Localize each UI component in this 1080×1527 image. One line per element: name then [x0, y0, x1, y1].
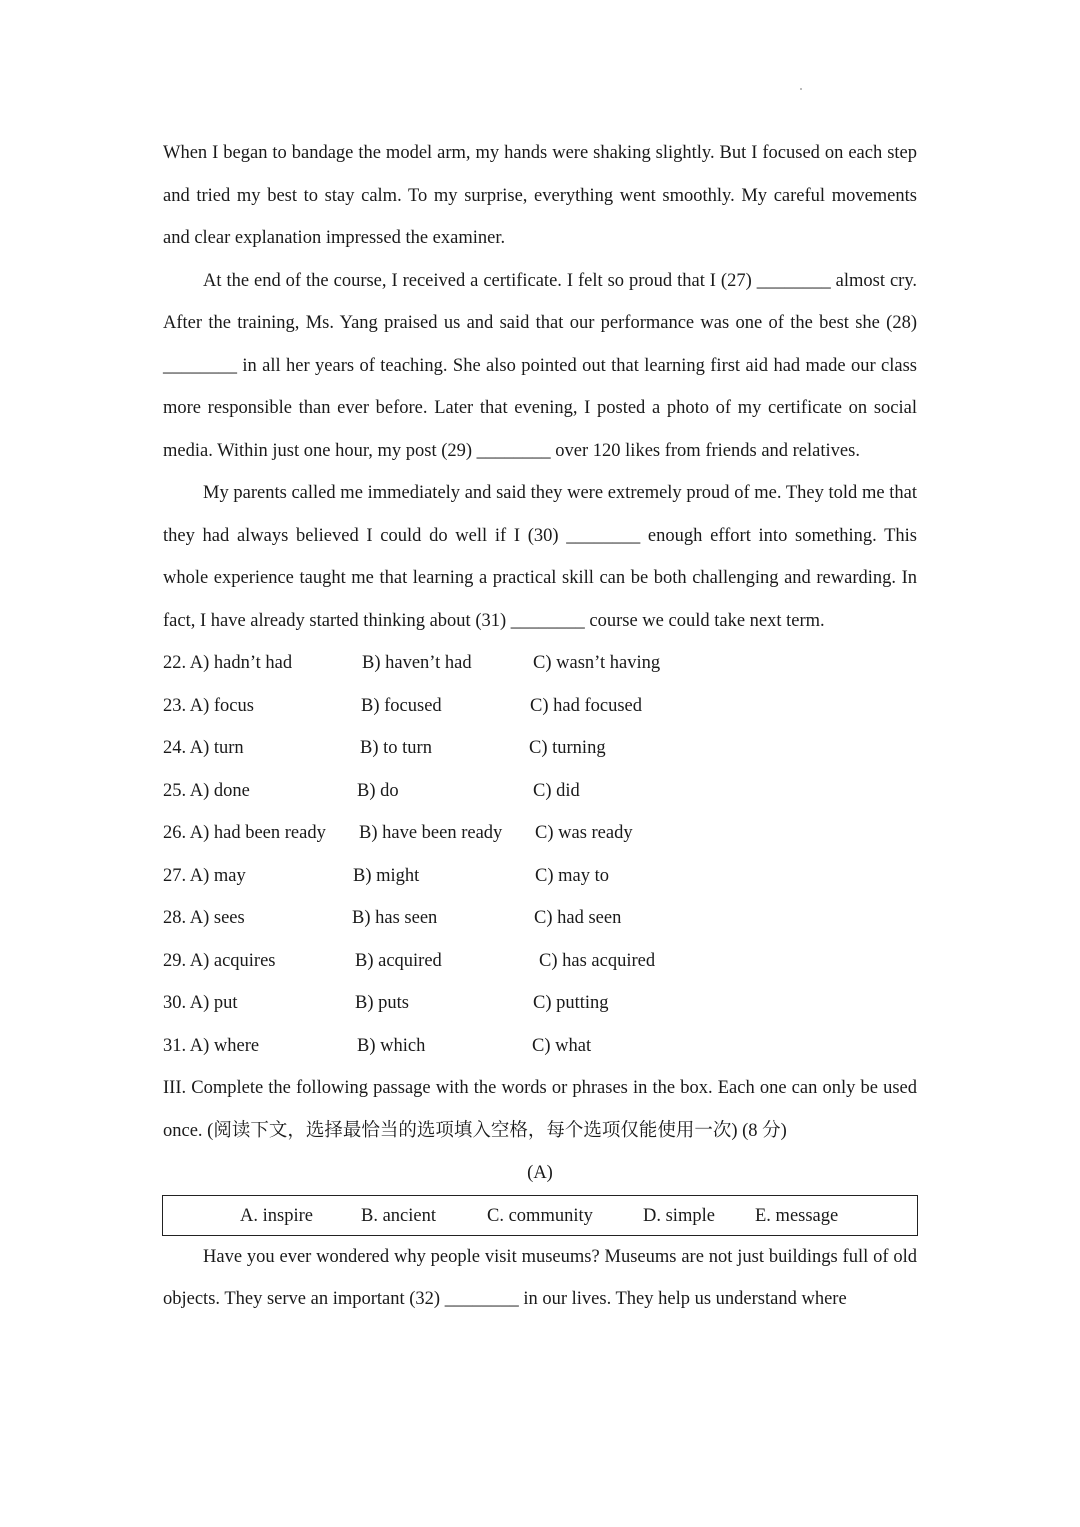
option-c: C) wasn’t having	[533, 653, 661, 673]
option-c: C) putting	[533, 993, 609, 1013]
content-area	[163, 132, 917, 1321]
option-row-23	[163, 685, 917, 728]
word-box-item: E. message	[755, 1205, 839, 1226]
option-row-22	[163, 642, 917, 685]
word-box-item: C. community	[487, 1205, 593, 1226]
option-b: B) focused	[361, 695, 442, 716]
option-b: B) have been ready	[359, 823, 503, 843]
option-b: B) puts	[355, 993, 409, 1013]
word-box	[162, 1195, 918, 1236]
option-row-28	[163, 897, 917, 940]
option-a: 30. A) put	[163, 993, 238, 1013]
option-a: 26. A) had been ready	[163, 823, 326, 843]
option-a: 25. A) done	[163, 780, 250, 801]
option-row-30	[163, 982, 917, 1025]
option-b: B) which	[357, 1035, 426, 1056]
option-b: B) has seen	[352, 908, 438, 928]
option-b: B) might	[353, 865, 420, 886]
section-3-passage	[163, 1236, 917, 1321]
option-a: 29. A) acquires	[163, 950, 276, 971]
option-row-25	[163, 770, 917, 813]
option-c: C) what	[532, 1035, 592, 1056]
word-box-item: A. inspire	[240, 1205, 313, 1226]
option-c: C) turning	[529, 738, 606, 758]
option-row-31	[163, 1025, 917, 1068]
option-c: C) had focused	[530, 695, 642, 716]
option-row-29	[163, 940, 917, 983]
option-c: C) may to	[535, 865, 609, 886]
section-3-subheading: (A)	[527, 1163, 553, 1183]
option-b: B) do	[357, 780, 399, 801]
option-c: C) has acquired	[539, 950, 656, 971]
option-a: 28. A) sees	[163, 908, 245, 928]
section-3-heading: III. Complete the following passage with the words or phrases in the box. Each one can only be used once. (阅读下文，选择最恰当的选项填入空格，每个选项仅能使用一次) (8 分)	[163, 1078, 917, 1141]
option-a: 31. A) where	[163, 1035, 260, 1056]
option-row-24	[163, 727, 917, 770]
option-b: B) to turn	[360, 738, 432, 758]
word-box-item: D. simple	[643, 1205, 715, 1226]
options-list	[163, 642, 917, 1067]
option-c: C) had seen	[534, 908, 622, 928]
option-a: 23. A) focus	[163, 695, 254, 716]
passage-paragraph-3: My parents called me immediately and said they were extremely proud of me. They told me that they had always believed I could do well if I (30) ________ enough effort into something. This whole experience taught me that learning a practical skill can be both challenging and rewarding. In fact, I have already started thinking about (31) ________ course we could take next term.	[163, 483, 917, 631]
option-b: B) haven’t had	[362, 653, 472, 673]
option-b: B) acquired	[355, 950, 442, 971]
word-box-item: B. ancient	[361, 1205, 437, 1226]
option-c: C) was ready	[535, 823, 633, 843]
option-row-27	[163, 855, 917, 898]
passage-paragraph-1: When I began to bandage the model arm, my hands were shaking slightly. But I focused on each step and tried my best to stay calm. To my surprise, everything went smoothly. My careful movements and clear explanation impressed the examiner.	[163, 143, 917, 248]
passage	[163, 132, 917, 642]
scan-speck	[800, 88, 802, 90]
option-row-26	[163, 812, 917, 855]
option-a: 27. A) may	[163, 865, 246, 886]
option-a: 22. A) hadn’t had	[163, 653, 293, 673]
option-c: C) did	[533, 780, 580, 801]
section-3-paragraph: Have you ever wondered why people visit museums? Museums are not just buildings full of old objects. They serve an important (32) ________ in our lives. They help us understand where	[163, 1246, 917, 1309]
option-a: 24. A) turn	[163, 738, 244, 758]
passage-paragraph-2: At the end of the course, I received a certificate. I felt so proud that I (27) ________ almost cry. After the training, Ms. Yang praised us and said that our performance was one of the best she (28) ________ in all her years of teaching. She also pointed out that learning first aid had made our class more responsible than ever before. Later that evening, I posted a photo of my certificate on social media. Within just one hour, my post (29) ________ over 120 likes from friends and relatives.	[163, 270, 917, 461]
